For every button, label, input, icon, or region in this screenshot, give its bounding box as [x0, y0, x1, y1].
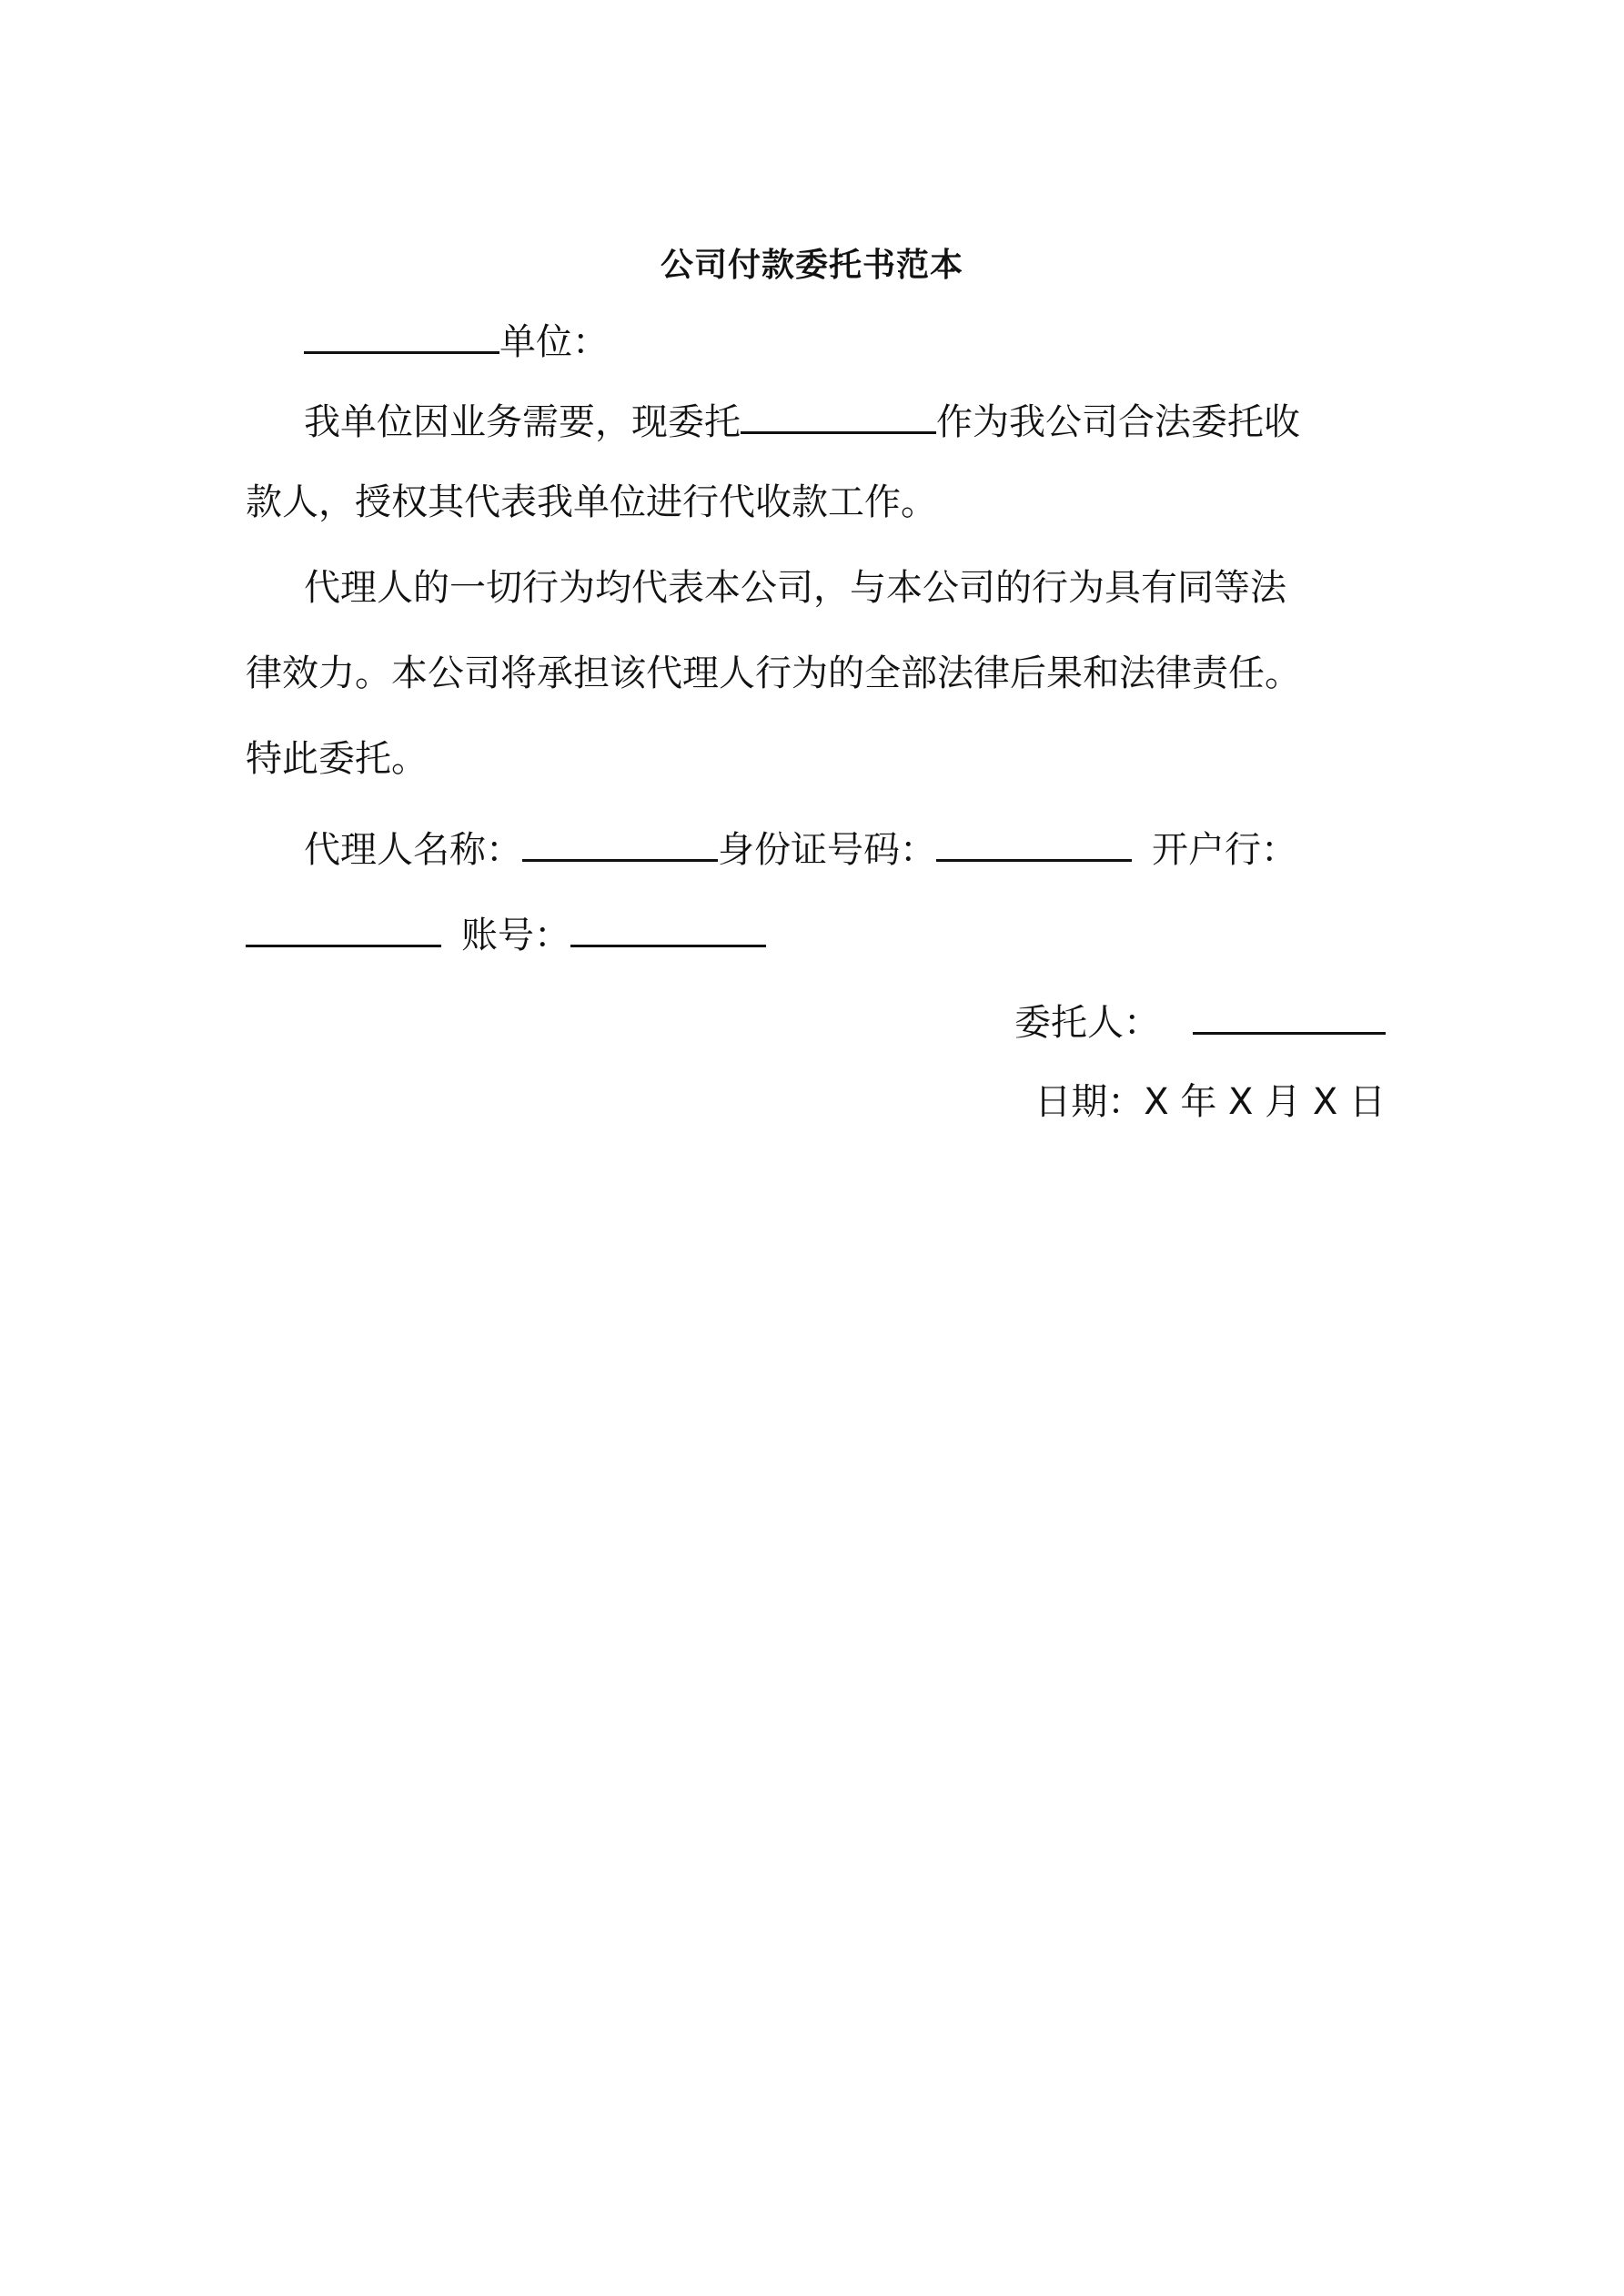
paragraph-1-text-b: 作为我公司合法委托收 [936, 401, 1300, 443]
account-label: 账号： [461, 915, 570, 956]
addressee-suffix: 单位： [499, 321, 609, 363]
bank-blank [246, 905, 441, 947]
addressee-blank [304, 311, 499, 354]
paragraph-1-text-a: 我单位因业务需要，现委托 [304, 401, 741, 443]
addressee-line [304, 311, 609, 368]
agent-name-label: 代理人名称： [304, 829, 522, 871]
id-number-blank [936, 819, 1132, 862]
agent-info-line-1 [304, 819, 1297, 875]
paragraph-1-line-2: 款人，授权其代表我单位进行代收款工作。 [246, 481, 937, 523]
principal-label: 委托人： [1014, 1002, 1160, 1044]
paragraph-3: 特此委托。 [246, 738, 428, 780]
id-number-label: 身份证号码： [718, 829, 936, 871]
agent-info-line-2 [246, 905, 766, 961]
delegate-blank [741, 391, 936, 434]
date-line: 日期：X 年 X 月 X 日 [1034, 1081, 1386, 1123]
bank-label: 开户行： [1152, 829, 1297, 871]
document-title: 公司付款委托书范本 [660, 247, 963, 284]
account-blank [570, 905, 766, 947]
paragraph-1-line-1 [304, 391, 1300, 448]
principal-line [1014, 992, 1386, 1048]
agent-name-blank [522, 819, 718, 862]
principal-blank [1193, 992, 1386, 1035]
paragraph-2-line-1: 代理人的一切行为均代表本公司，与本公司的行为具有同等法 [304, 567, 1286, 609]
paragraph-2-line-2: 律效力。本公司将承担该代理人行为的全部法律后果和法律责任。 [246, 652, 1301, 694]
